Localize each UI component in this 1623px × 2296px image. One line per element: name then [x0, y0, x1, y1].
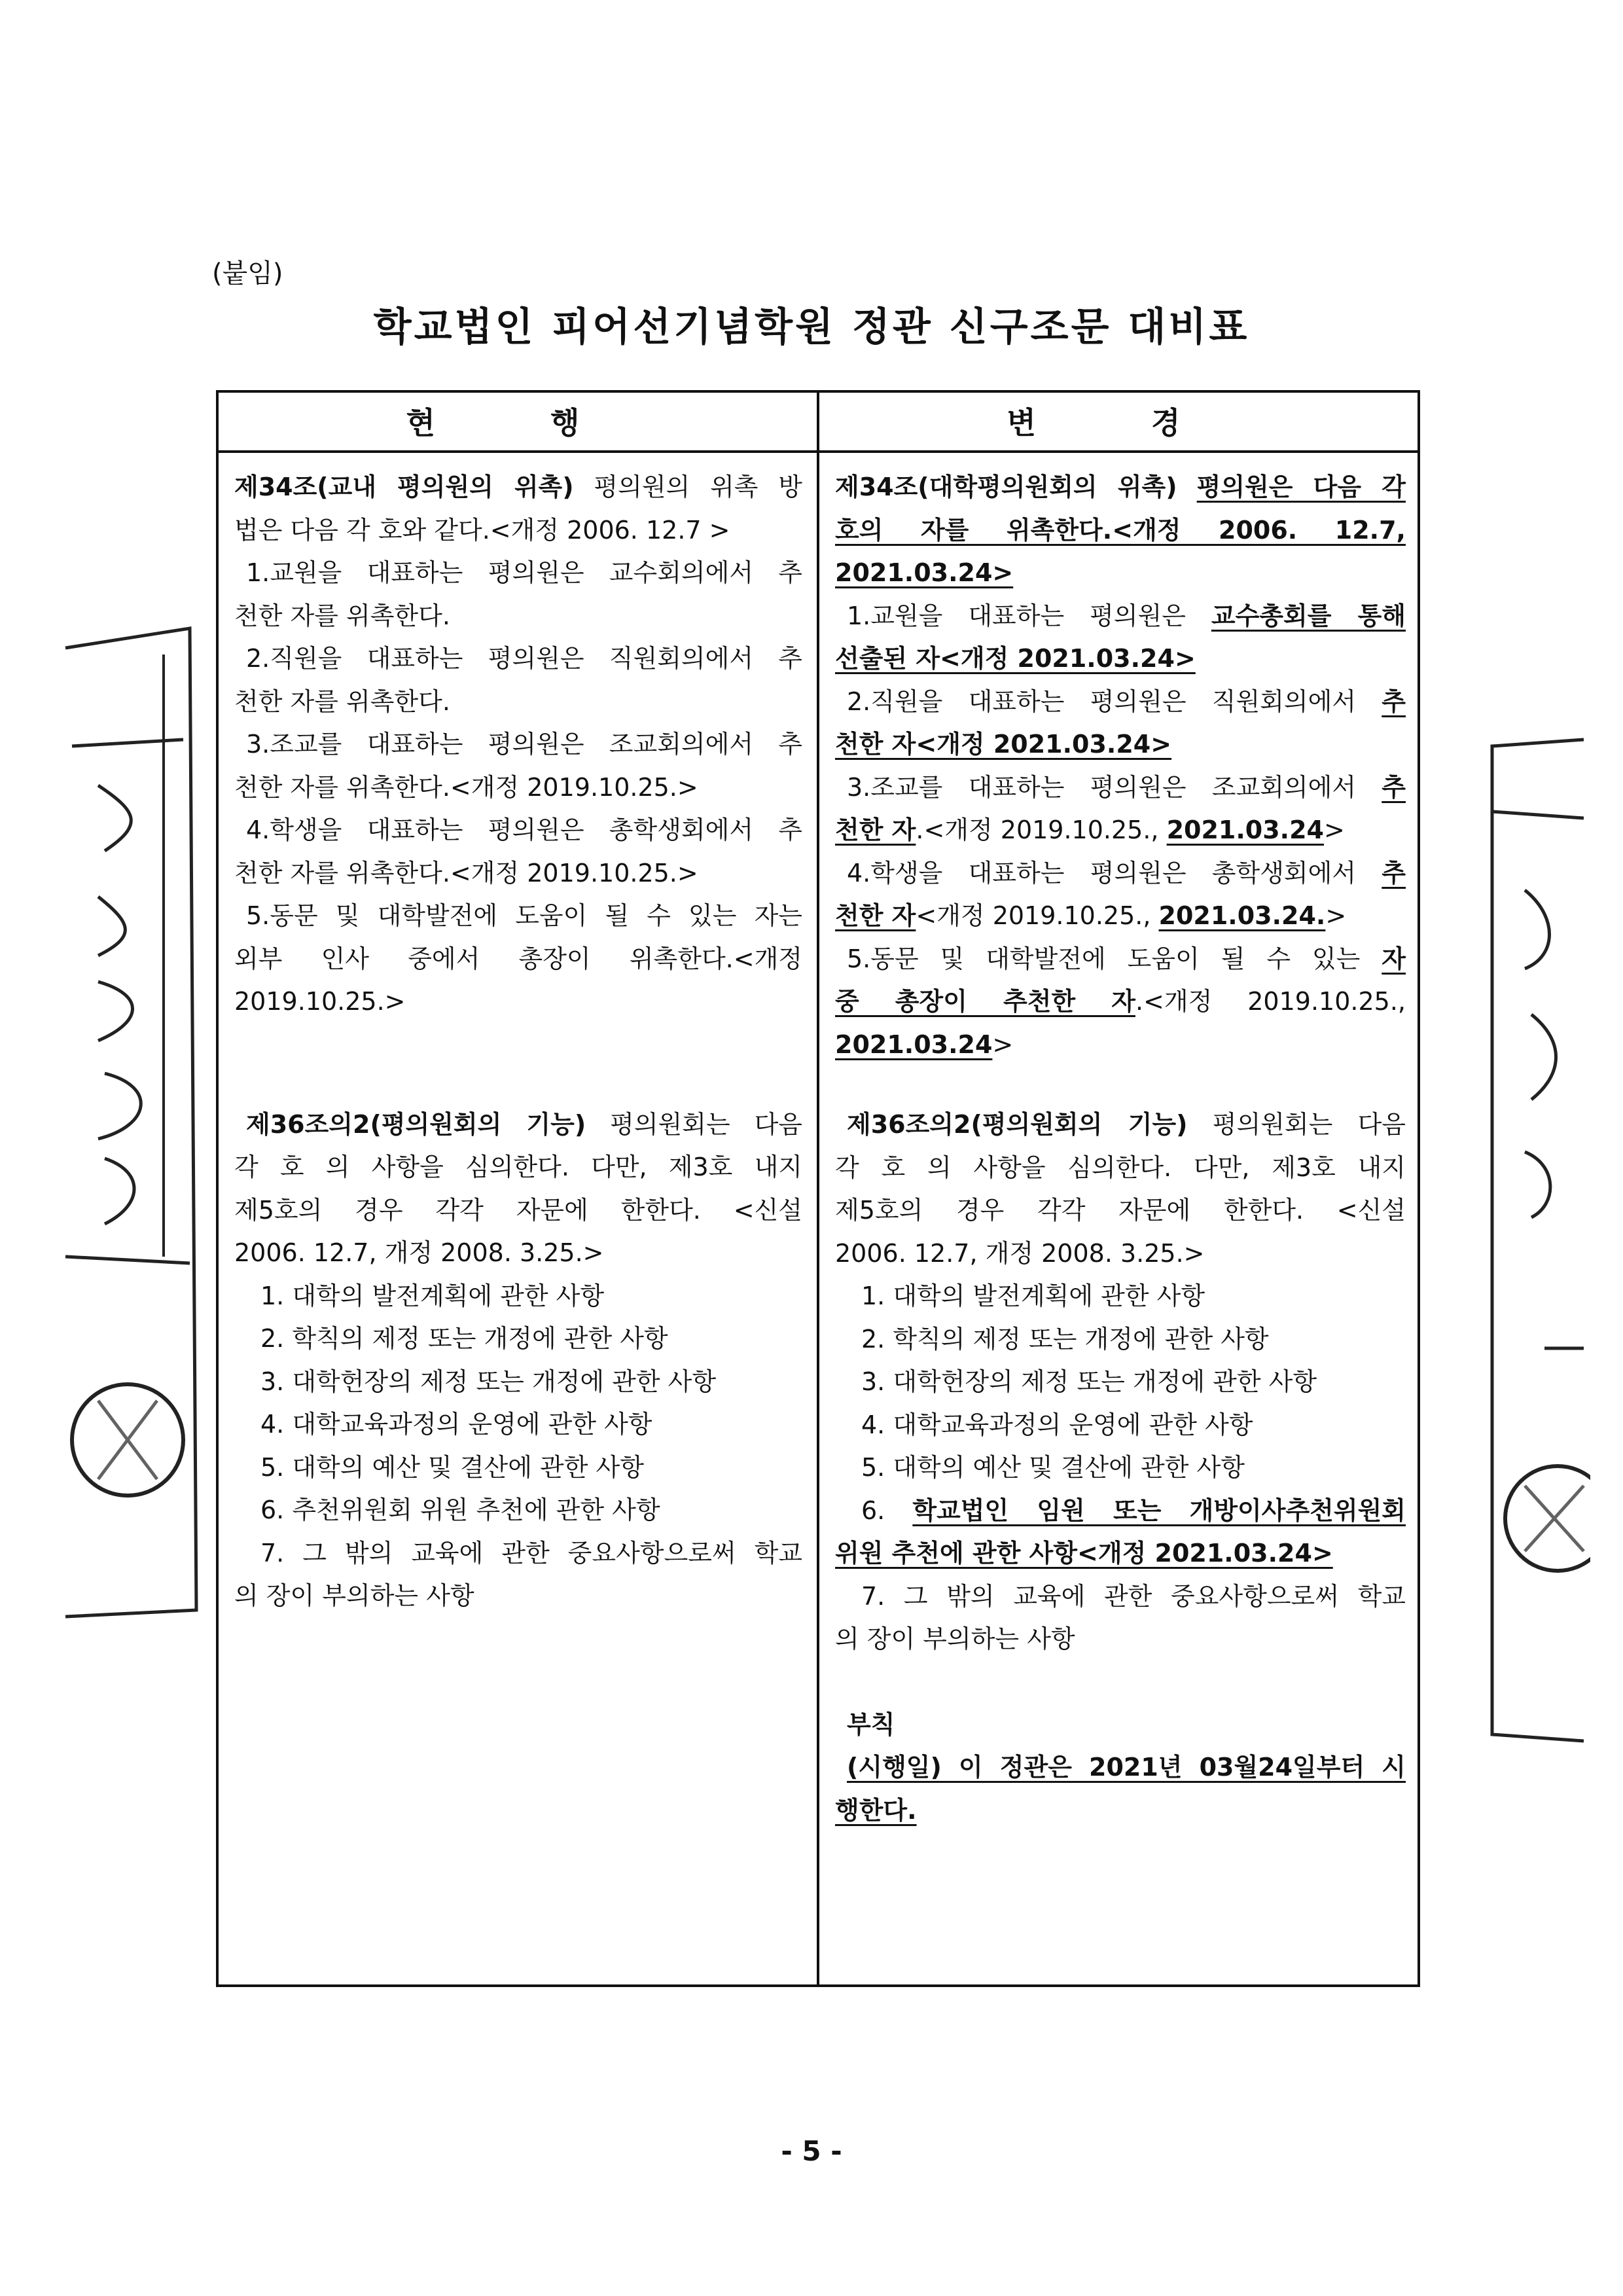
changed-item5-a: 5.동문 및 대학발전에 도움이 될 수 있는 자 [847, 944, 1406, 973]
changed-item1-a: 1.교원을 대표하는 평의원은 교수총회를 통해 [847, 601, 1406, 630]
changed-item1-b: 선출된 자<개정 2021.03.24> [835, 644, 1196, 673]
header-current: 현 행 [219, 393, 819, 453]
changed-list-item: 4. 대학교육과정의 운영에 관한 사항 [861, 1410, 1253, 1439]
changed-item3-b: 천한 자.<개정 2019.10.25., 2021.03.24> [835, 816, 1345, 844]
current-list-item: 6. 추천위원회 위원 추천에 관한 사항 [260, 1496, 660, 1524]
current-art36-line2: 각 호 의 사항을 심의한다. 다만, 제3호 내지 [234, 1153, 802, 1181]
changed-item6-a: 6. 학교법인 임원 또는 개방이사추천위원회 [861, 1496, 1406, 1525]
current-list-item: 2. 학칙의 제정 또는 개정에 관한 사항 [260, 1324, 668, 1353]
current-art36-line4: 2006. 12.7, 개정 2008. 3.25.> [234, 1238, 604, 1267]
supplementary-line2: 행한다. [835, 1795, 917, 1825]
current-item4-a: 4.학생을 대표하는 평의원은 총학생회에서 추 [246, 816, 802, 844]
current-art36-line1: 제36조의2(평의원회의 기능) 평의원회는 다음 [246, 1109, 802, 1139]
current-art36-line3: 제5호의 경우 각각 자문에 한한다. <신설 [234, 1195, 802, 1225]
changed-art34-line2: 호의 자를 위촉한다.<개정 2006. 12.7, [835, 515, 1406, 545]
current-item5-a: 5.동문 및 대학발전에 도움이 될 수 있는 자는 [246, 901, 802, 930]
changed-item7-a: 7. 그 밖의 교육에 관한 중요사항으로써 학교 [861, 1581, 1406, 1611]
current-art34-line2: 법은 다음 각 호와 같다.<개정 2006. 12.7 > [234, 515, 730, 545]
changed-art36-line3: 제5호의 경우 각각 자문에 한한다. <신설 [835, 1196, 1406, 1225]
changed-item6-b: 위원 추천에 관한 사항<개정 2021.03.24> [835, 1539, 1333, 1568]
changed-list-item: 5. 대학의 예산 및 결산에 관한 사항 [861, 1453, 1245, 1482]
current-art34-line1: 제34조(교내 평의원의 위촉) 평의원의 위촉 방 [234, 473, 803, 501]
changed-art34-line1: 제34조(대학평의원회의 위촉) 평의원은 다음 각 [835, 473, 1406, 501]
changed-art36-line1: 제36조의2(평의원회의 기능) 평의원회는 다음 [847, 1110, 1406, 1139]
current-item2-b: 천한 자를 위촉한다. [234, 687, 450, 716]
current-item1-b: 천한 자를 위촉한다. [234, 601, 450, 630]
changed-list-item: 1. 대학의 발전계획에 관한 사항 [861, 1282, 1205, 1310]
current-item7-b: 의 장이 부의하는 사항 [234, 1581, 474, 1610]
attachment-label: (붙임) [212, 259, 283, 289]
changed-art36-line2: 각 호 의 사항을 심의한다. 다만, 제3호 내지 [835, 1153, 1406, 1182]
page-title: 학교법인 피어선기념학원 정관 신구조문 대비표 [373, 304, 1250, 350]
current-list-item: 1. 대학의 발전계획에 관한 사항 [260, 1281, 605, 1310]
current-list-item: 4. 대학교육과정의 운영에 관한 사항 [260, 1410, 652, 1439]
changed-art34-line3: 2021.03.24> [835, 558, 1014, 587]
changed-list-item: 3. 대학헌장의 제정 또는 개정에 관한 사항 [861, 1367, 1317, 1396]
changed-item3-a: 3.조교를 대표하는 평의원은 조교회의에서 추 [847, 772, 1406, 802]
current-item3-a: 3.조교를 대표하는 평의원은 조교회의에서 추 [246, 730, 802, 759]
changed-item2-a: 2.직원을 대표하는 평의원은 직원회의에서 추 [847, 687, 1406, 716]
current-column [234, 466, 802, 1618]
supplementary-line1: (시행일) 이 정관은 2021년 03월24일부터 시 [847, 1753, 1406, 1782]
current-item5-b: 외부 인사 중에서 총장이 위촉한다.<개정 [234, 944, 802, 973]
current-list-item: 5. 대학의 예산 및 결산에 관한 사항 [260, 1452, 644, 1482]
left-margin-stamp-artifact [59, 615, 209, 1623]
changed-list-item: 2. 학칙의 제정 또는 개정에 관한 사항 [861, 1324, 1269, 1354]
comparison-table [216, 390, 1420, 1987]
current-item7-a: 7. 그 밖의 교육에 관한 중요사항으로써 학교 [260, 1538, 802, 1568]
changed-item4-a: 4.학생을 대표하는 평의원은 총학생회에서 추 [847, 858, 1406, 888]
right-margin-stamp-artifact [1479, 733, 1590, 1754]
page-number: - 5 - [781, 2135, 842, 2167]
current-item1-a: 1.교원을 대표하는 평의원은 교수회의에서 추 [246, 558, 802, 587]
changed-item5-c: 2021.03.24> [835, 1030, 1014, 1059]
current-item2-a: 2.직원을 대표하는 평의원은 직원회의에서 추 [246, 644, 802, 673]
current-item4-b: 천한 자를 위촉한다.<개정 2019.10.25.> [234, 858, 698, 888]
changed-item7-b: 의 장이 부의하는 사항 [835, 1624, 1075, 1653]
changed-art36-line4: 2006. 12.7, 개정 2008. 3.25.> [835, 1238, 1205, 1268]
changed-item4-b: 천한 자<개정 2019.10.25., 2021.03.24.> [835, 901, 1347, 930]
column-divider [817, 393, 819, 1984]
header-changed: 변 경 [819, 393, 1420, 453]
current-item5-c: 2019.10.25.> [234, 987, 406, 1016]
current-list-item: 3. 대학헌장의 제정 또는 개정에 관한 사항 [260, 1367, 717, 1396]
supplementary-title: 부칙 [847, 1710, 895, 1739]
changed-item5-b: 중 총장이 추천한 자.<개정 2019.10.25., [835, 987, 1406, 1016]
changed-column [835, 466, 1406, 1832]
changed-item2-b: 천한 자<개정 2021.03.24> [835, 730, 1172, 759]
current-item3-b: 천한 자를 위촉한다.<개정 2019.10.25.> [234, 772, 698, 802]
